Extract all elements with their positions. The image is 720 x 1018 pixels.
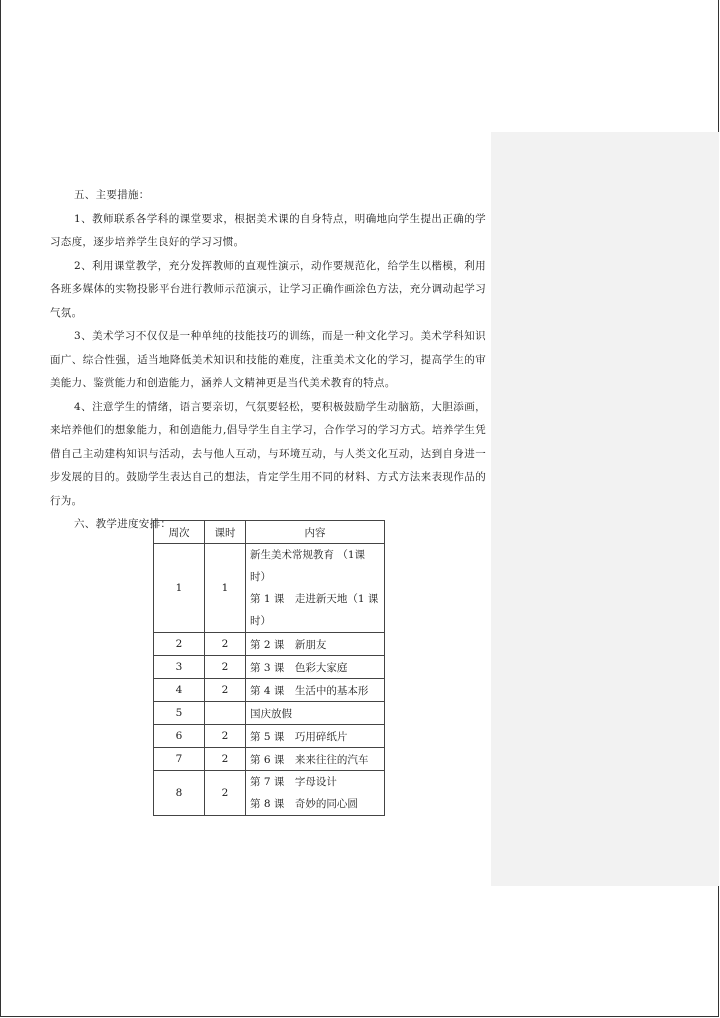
schedule-table [153,520,385,816]
hours-cell: 2 [205,725,246,748]
week-cell: 8 [154,771,205,816]
table-row [154,725,385,748]
section-5-heading: 五、主要措施： [74,189,150,201]
week-cell: 4 [154,679,205,702]
header-week: 周次 [154,521,205,544]
measure-paragraph-2: 2、利用课堂教学，充分发挥教师的直观性演示，动作要规范化，给学生以楷模，利用各班多媒体的实物投影平台进行教师示范演示，让学习正确作画涂色方法，充分调动起学习气氛。 [50,259,486,319]
content-cell: 国庆放假 [246,702,385,725]
content-cell: 第 3 课 色彩大家庭 [246,656,385,679]
week-cell: 5 [154,702,205,725]
content-line: 第 1 课 走进新天地（1 课 [250,593,379,605]
header-hours: 课时 [205,521,246,544]
week-cell: 2 [154,633,205,656]
table-row [154,679,385,702]
week-cell: 1 [154,544,205,633]
hours-cell: 2 [205,656,246,679]
content-cell: 第 5 课 巧用碎纸片 [246,725,385,748]
table-row [154,656,385,679]
table-row [154,544,385,633]
comment-pane [491,132,719,886]
hours-cell: 2 [205,748,246,771]
hours-cell: 1 [205,544,246,633]
measure-paragraph-1: 1、教师联系各学科的课堂要求，根据美术课的自身特点，明确地向学生提出正确的学习态度，逐步培养学生良好的学习习惯。 [50,212,486,248]
table-row [154,748,385,771]
hours-cell: 2 [205,771,246,816]
week-cell: 6 [154,725,205,748]
content-cell [246,544,385,633]
content-line: 新生美术常规教育 （1课 [250,549,366,561]
content-cell: 第 2 课 新朋友 [246,633,385,656]
content-cell [246,771,385,816]
content-cell: 第 4 课 生活中的基本形 [246,679,385,702]
table-row [154,633,385,656]
content-line: 时） [250,615,271,627]
hours-cell: 2 [205,679,246,702]
document-body [50,184,486,537]
content-line: 第 8 课 奇妙的同心圆 [250,798,358,810]
table-row [154,771,385,816]
hours-cell: 2 [205,633,246,656]
week-cell: 7 [154,748,205,771]
measure-paragraph-3: 3、美术学习不仅仅是一种单纯的技能技巧的训练，而是一种文化学习。美术学科知识面广、综合性强，适当地降低美术知识和技能的难度，注重美术文化的学习，提高学生的审美能力、鉴赏能力和创造能力，涵养人文精神更是当代美术教育的特点。 [50,330,486,389]
header-content: 内容 [246,521,385,544]
content-cell: 第 6 课 来来往往的汽车 [246,748,385,771]
hours-cell [205,702,246,725]
content-line: 时） [250,571,271,583]
content-line: 第 7 课 字母设计 [250,776,337,788]
table-row [154,702,385,725]
table-header-row [154,521,385,544]
section-6-heading: 六、教学进度安排： [74,518,172,530]
week-cell: 3 [154,656,205,679]
measure-paragraph-4: 4、注意学生的情绪，语言要亲切，气氛要轻松，要积极鼓励学生动脑筋，大胆添画，来培养他们的想象能力，和创造能力,倡导学生自主学习，合作学习的学习方式。培养学生凭借自己主动建构知识与活动，去与他人互动，与环境互动，与人类文化互动，达到自身进一步发展的目的。鼓励学生表达自己的想法，肯定学生用不同的材料、方式方法来表现作品的行为。 [50,400,486,507]
